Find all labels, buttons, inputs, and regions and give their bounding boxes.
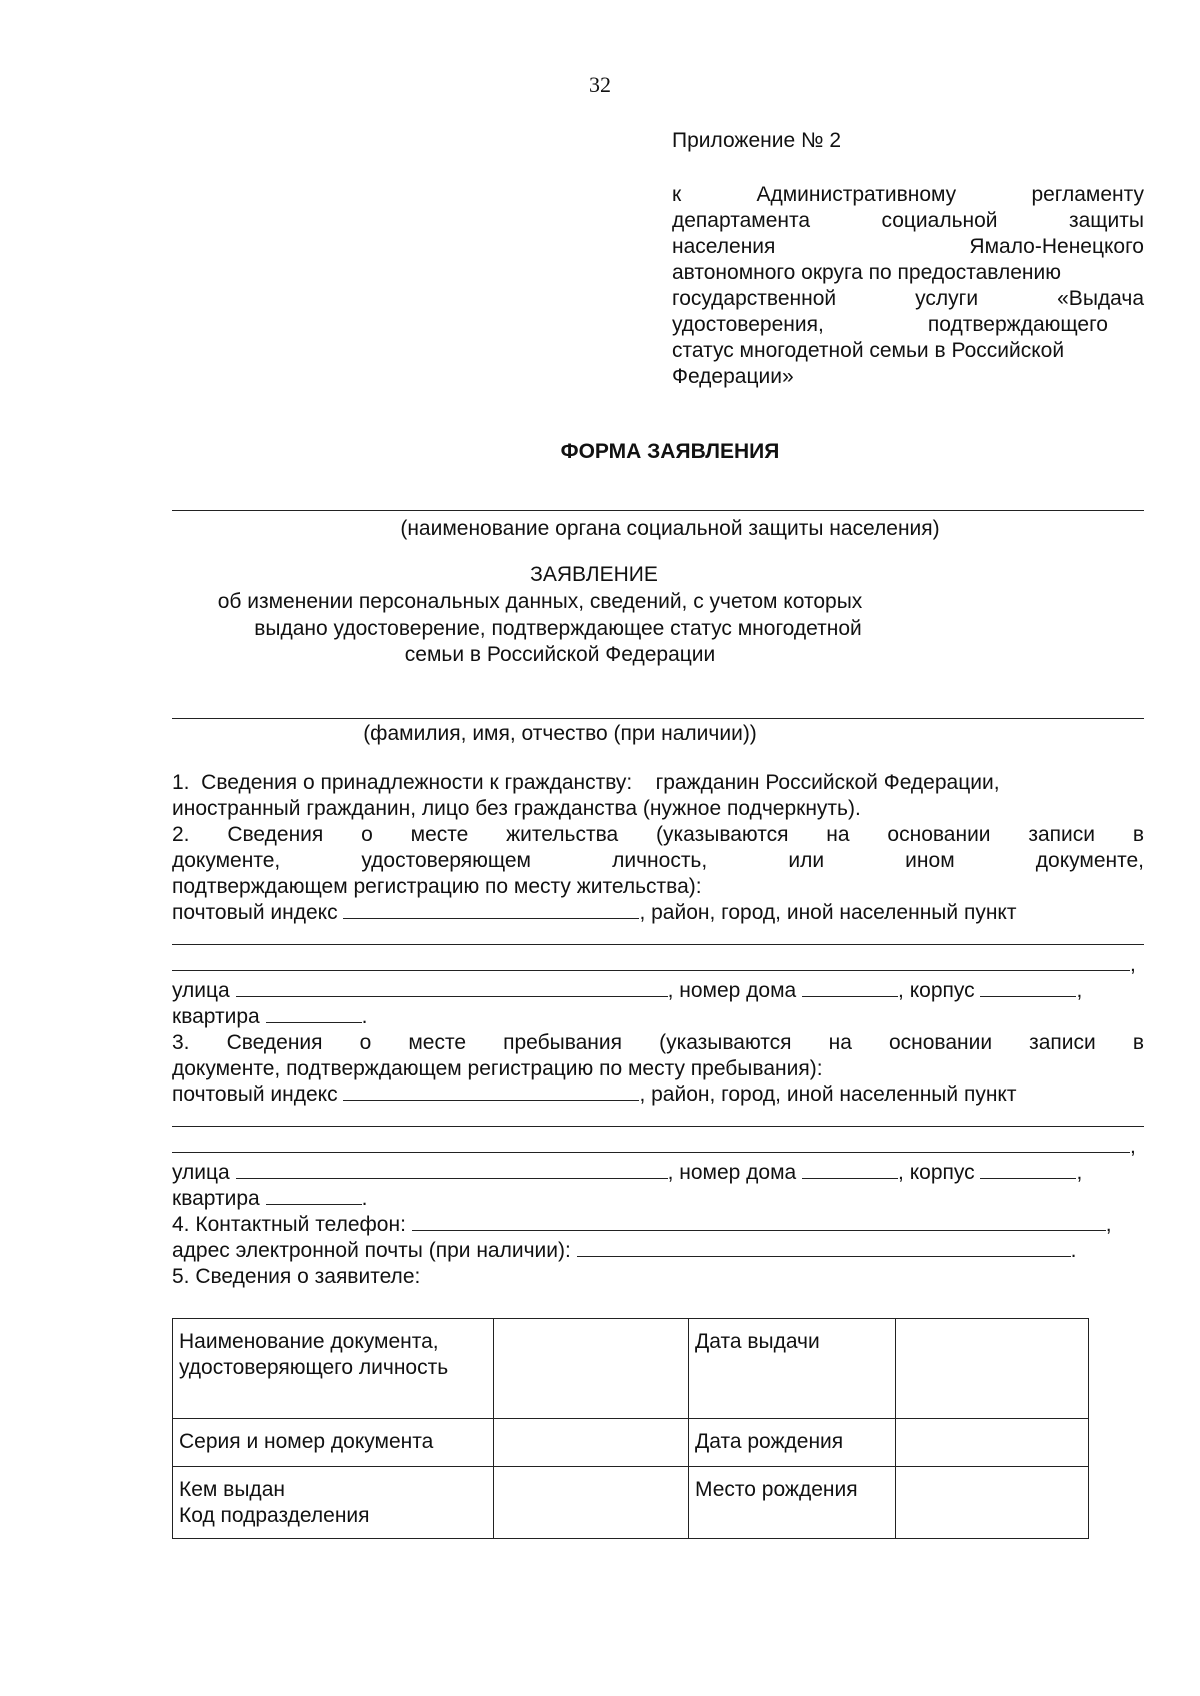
locality-label: , район, город, иной населенный пункт <box>639 901 1017 924</box>
appendix-line: населения Ямало-Ненецкого <box>672 235 1144 258</box>
postal-label: почтовый индекс <box>172 901 338 924</box>
doc-name-value[interactable] <box>494 1319 689 1419</box>
form-title: ФОРМА ЗАЯВЛЕНИЯ <box>560 440 780 463</box>
locality-label: , район, город, иной населенный пункт <box>639 1083 1017 1106</box>
series-number-value[interactable] <box>494 1419 689 1467</box>
phone-row: 4. Контактный телефон: , <box>172 1213 1112 1236</box>
stay-street-row: улица , номер дома , корпус , <box>172 1161 1083 1184</box>
phone-field[interactable] <box>412 1212 1106 1231</box>
residence-apartment-field[interactable] <box>266 1004 362 1023</box>
street-label: улица <box>172 979 230 1002</box>
appendix-line: департамента социальной защиты <box>672 209 1144 232</box>
stay-locality-field-2[interactable] <box>172 1134 1130 1153</box>
citizenship-text: 1. Сведения о принадлежности к гражданству: гражданин Российской Федерации, <box>172 771 1000 794</box>
table-row <box>173 1319 1089 1419</box>
stay-text: документе, подтверждающем регистрацию по месту пребывания): <box>172 1057 823 1080</box>
residence-postal-field[interactable] <box>343 900 639 919</box>
division-code-label: Код подразделения <box>179 1504 370 1527</box>
issue-date-value[interactable] <box>896 1319 1089 1419</box>
appendix-line: государственной услуги «Выдача <box>672 287 1144 310</box>
doc-name-cell: Наименование документа, удостоверяющего личность <box>173 1319 494 1419</box>
stay-locality-field[interactable] <box>172 1108 1144 1127</box>
issued-by-label: Кем выдан <box>179 1478 285 1501</box>
statement-title: ЗАЯВЛЕНИЕ <box>530 563 658 586</box>
residence-locality-field[interactable] <box>172 926 1144 945</box>
apartment-label: квартира <box>172 1187 260 1210</box>
issue-date-cell: Дата выдачи <box>689 1319 896 1419</box>
residence-street-field[interactable] <box>236 978 668 997</box>
residence-locality-row <box>172 926 1144 952</box>
apartment-label: квартира <box>172 1005 260 1028</box>
residence-building-field[interactable] <box>980 978 1076 997</box>
appendix-line: удостоверения, подтверждающего <box>672 313 1108 336</box>
table-row <box>173 1467 1089 1539</box>
residence-text: 2. Сведения о месте жительства (указываются на основании записи в <box>172 823 1144 846</box>
stay-locality-row-2: , <box>172 1134 1144 1160</box>
fio-line[interactable] <box>172 718 1144 719</box>
stay-apartment-field[interactable] <box>266 1186 362 1205</box>
residence-text: подтверждающем регистрацию по месту жительства): <box>172 875 702 898</box>
appendix-title: Приложение № 2 <box>672 129 842 152</box>
fio-caption: (фамилия, имя, отчество (при наличии)) <box>363 722 757 745</box>
statement-line: выдано удостоверение, подтверждающее статус многодетной <box>254 617 862 640</box>
email-row: адрес электронной почты (при наличии): . <box>172 1239 1077 1262</box>
building-label: , корпус <box>898 979 975 1002</box>
stay-postal-field[interactable] <box>343 1082 639 1101</box>
birth-place-value[interactable] <box>896 1467 1089 1539</box>
stay-building-field[interactable] <box>980 1160 1076 1179</box>
birth-date-value[interactable] <box>896 1419 1089 1467</box>
phone-label: 4. Контактный телефон: <box>172 1213 406 1236</box>
appendix-line: Федерации» <box>672 365 794 388</box>
house-label: , номер дома <box>667 1161 797 1184</box>
appendix-line: к Административному регламенту <box>672 183 1144 206</box>
street-label: улица <box>172 1161 230 1184</box>
table-row <box>173 1419 1089 1467</box>
stay-apartment-row: квартира . <box>172 1187 368 1210</box>
appendix-line: автономного округа по предоставлению <box>672 261 1061 284</box>
applicant-label: 5. Сведения о заявителе: <box>172 1265 421 1288</box>
organ-caption: (наименование органа социальной защиты населения) <box>400 517 940 540</box>
statement-line: семьи в Российской Федерации <box>404 643 716 666</box>
residence-apartment-row: квартира . <box>172 1005 368 1028</box>
house-label: , номер дома <box>667 979 797 1002</box>
email-label: адрес электронной почты (при наличии): <box>172 1239 571 1262</box>
stay-locality-row <box>172 1108 1144 1134</box>
series-number-cell: Серия и номер документа <box>173 1419 494 1467</box>
residence-house-field[interactable] <box>802 978 898 997</box>
building-label: , корпус <box>898 1161 975 1184</box>
applicant-info-table <box>172 1318 1089 1539</box>
page-number: 32 <box>589 72 611 97</box>
birth-date-cell: Дата рождения <box>689 1419 896 1467</box>
application-body <box>172 770 1144 1290</box>
residence-locality-row-2: , <box>172 952 1144 978</box>
appendix-body <box>672 182 1144 390</box>
statement-line: об изменении персональных данных, сведений, с учетом которых <box>217 590 863 613</box>
stay-street-field[interactable] <box>236 1160 668 1179</box>
stay-postal-row <box>172 1082 1144 1108</box>
email-field[interactable] <box>577 1238 1071 1257</box>
residence-street-row: улица , номер дома , корпус , <box>172 979 1083 1002</box>
stay-text: 3. Сведения о месте пребывания (указываются на основании записи в <box>172 1031 1144 1054</box>
appendix-line: статус многодетной семьи в Российской <box>672 339 1065 362</box>
issued-by-value[interactable] <box>494 1467 689 1539</box>
birth-place-cell: Место рождения <box>689 1467 896 1539</box>
stay-house-field[interactable] <box>802 1160 898 1179</box>
issued-by-cell <box>173 1467 494 1539</box>
residence-postal-row <box>172 900 1144 926</box>
organ-name-line[interactable] <box>172 510 1144 511</box>
residence-locality-field-2[interactable] <box>172 952 1130 971</box>
residence-text: документе, удостоверяющем личность, или ином документе, <box>172 849 1144 872</box>
citizenship-text: иностранный гражданин, лицо без гражданства (нужное подчеркнуть). <box>172 797 861 820</box>
postal-label: почтовый индекс <box>172 1083 338 1106</box>
